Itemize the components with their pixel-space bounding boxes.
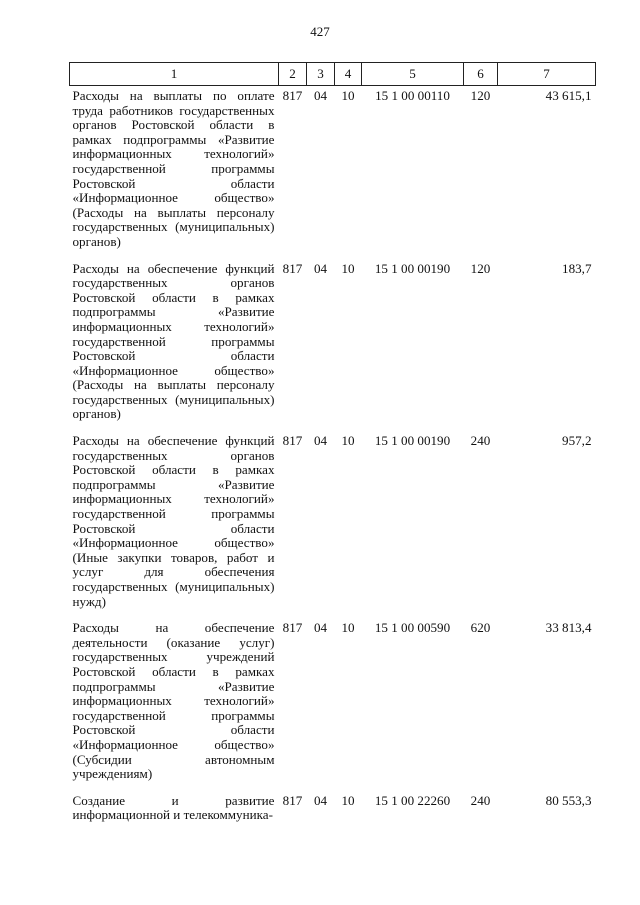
row-ministry-code: 817 — [282, 433, 303, 449]
table-header-row — [70, 63, 596, 86]
table-row — [70, 262, 596, 435]
header-col-1: 1 — [70, 63, 279, 86]
table-row — [70, 621, 596, 794]
row-section-code: 04 — [313, 260, 328, 276]
row-section-code: 04 — [313, 792, 328, 808]
table-row — [70, 86, 596, 262]
row-subsection-code: 10 — [341, 260, 355, 276]
row-expense-type: 240 — [470, 792, 491, 808]
row-amount: 80 553,3 — [545, 792, 592, 808]
row-target-code: 15 1 00 22260 — [374, 792, 451, 808]
row-section-code: 04 — [313, 433, 328, 449]
row-ministry-code: 817 — [282, 88, 303, 103]
row-description: Расходы на обеспечение функций государственных органов Ростовской области в рамках подпрограммы «Развитие информационных технологий» государственной программы Ростовской области «Информационное общество» (Расходы на выплаты персоналу государственных (муниципальных) органов) — [72, 260, 275, 422]
row-target-code: 15 1 00 00190 — [374, 260, 451, 276]
row-ministry-code: 817 — [282, 620, 303, 636]
row-subsection-code: 10 — [341, 620, 355, 636]
table-row — [70, 794, 596, 835]
row-subsection-code: 10 — [341, 792, 355, 808]
row-expense-type: 120 — [470, 88, 491, 103]
row-expense-type: 240 — [470, 433, 491, 449]
page-number: 427 — [310, 24, 330, 39]
row-target-code: 15 1 00 00110 — [375, 88, 450, 103]
row-ministry-code: 817 — [282, 260, 303, 276]
row-description: Расходы на выплаты по оплате труда работников государственных органов Ростовской области в рамках подпрограммы «Развитие информационных технологий» государственной программы Ростовской области «Информационное общество» (Расходы на выплаты персоналу государственных (муниципальных) органов) — [72, 88, 275, 249]
row-amount: 33 813,4 — [545, 620, 592, 636]
row-subsection-code: 10 — [341, 433, 355, 449]
row-amount: 43 615,1 — [545, 88, 592, 103]
row-ministry-code: 817 — [282, 792, 303, 808]
row-subsection-code: 10 — [341, 88, 355, 103]
row-target-code: 15 1 00 00190 — [374, 433, 451, 449]
row-description: Создание и развитие информационной и телекоммуника- — [72, 792, 275, 823]
budget-table — [69, 62, 596, 835]
row-description: Расходы на обеспечение деятельности (оказание услуг) государственных учреждений Ростовской области в рамках подпрограммы «Развитие информационных технологий» государственной программы Ростовской области «Информационное общество» (Субсидии автономным учреждениям) — [72, 620, 275, 782]
header-col-7: 7 — [498, 63, 596, 86]
row-expense-type: 120 — [470, 260, 491, 276]
row-amount: 183,7 — [562, 260, 592, 276]
row-amount: 957,2 — [562, 433, 592, 449]
header-col-5: 5 — [362, 63, 464, 86]
row-description: Расходы на обеспечение функций государственных органов Ростовской области в рамках подпрограммы «Развитие информационных технологий» государственной программы Ростовской области «Информационное общество» (Иные закупки товаров, работ и услуг для обеспечения государственных (муниципальных) нужд) — [72, 433, 275, 609]
header-col-4: 4 — [335, 63, 362, 86]
table-row — [70, 434, 596, 621]
row-expense-type: 620 — [470, 620, 491, 636]
row-section-code: 04 — [313, 620, 328, 636]
header-col-6: 6 — [464, 63, 498, 86]
row-section-code: 04 — [313, 88, 328, 103]
row-target-code: 15 1 00 00590 — [374, 620, 451, 636]
header-col-3: 3 — [307, 63, 335, 86]
header-col-2: 2 — [279, 63, 307, 86]
